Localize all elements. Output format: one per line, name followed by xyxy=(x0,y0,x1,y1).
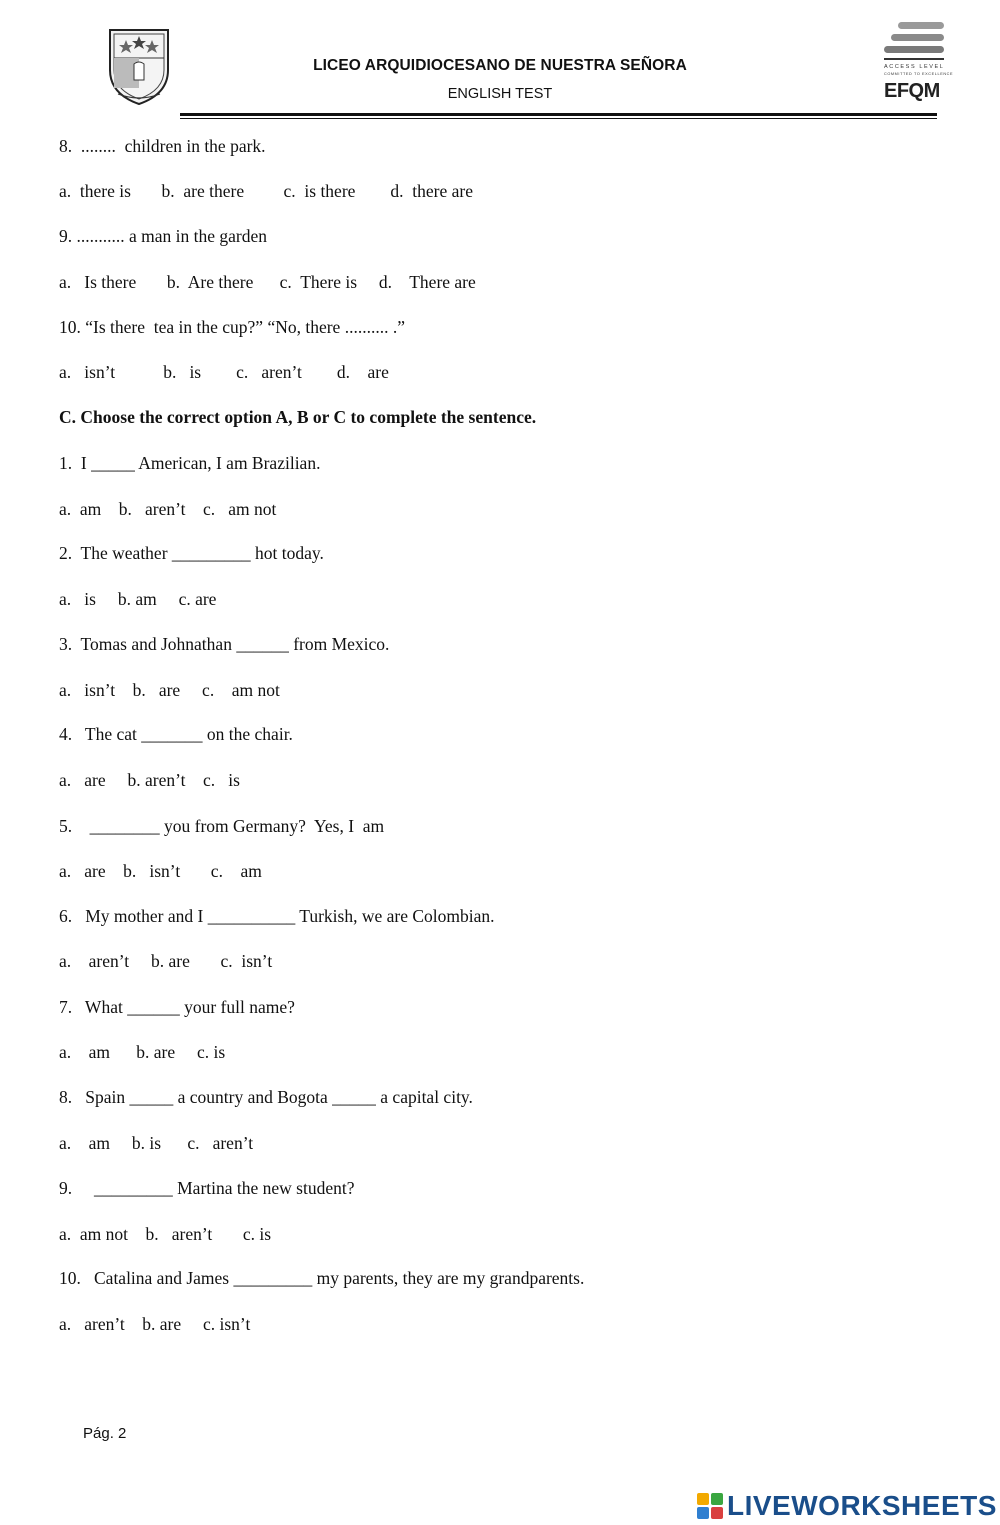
options-c5: a. are b. isn’t c. am xyxy=(59,861,262,881)
page-number: Pág. 2 xyxy=(83,1425,127,1442)
liveworksheets-logo-icon xyxy=(697,1493,723,1519)
efqm-brand-text: EFQM xyxy=(884,80,940,102)
question-c10: 10. Catalina and James _________ my parents, they are my grandparents. xyxy=(59,1268,585,1288)
question-c1: 1. I _____ American, I am Brazilian. xyxy=(59,453,321,473)
school-crest-logo xyxy=(104,24,174,106)
header-rule-thick xyxy=(180,113,937,116)
question-c9: 9. _________ Martina the new student? xyxy=(59,1178,355,1198)
options-c8: a. am b. is c. aren’t xyxy=(59,1133,254,1153)
section-c-instruction: C. Choose the correct option A, B or C to complete the sentence. xyxy=(59,407,537,427)
test-subtitle: ENGLISH TEST xyxy=(447,86,553,102)
options-c7: a. am b. are c. is xyxy=(59,1042,226,1062)
question-8-there: 8. ........ children in the park. xyxy=(59,136,266,156)
question-c7: 7. What ______ your full name? xyxy=(59,997,295,1017)
question-c6: 6. My mother and I __________ Turkish, we are Colombian. xyxy=(59,906,495,926)
school-name-title: LICEO ARQUIDIOCESANO DE NUESTRA SEÑORA xyxy=(313,57,687,74)
question-10-there: 10. “Is there tea in the cup?” “No, there .......... .” xyxy=(59,317,405,337)
options-c1: a. am b. aren’t c. am not xyxy=(59,499,277,519)
question-c5: 5. ________ you from Germany? Yes, I am xyxy=(59,816,385,836)
options-c6: a. aren’t b. are c. isn’t xyxy=(59,951,273,971)
options-10-there: a. isn’t b. is c. aren’t d. are xyxy=(59,362,389,382)
header-rule-thin xyxy=(180,118,937,119)
question-c4: 4. The cat _______ on the chair. xyxy=(59,724,293,744)
liveworksheets-branding[interactable] xyxy=(697,1489,997,1523)
efqm-tagline: COMMITTED TO EXCELLENCE xyxy=(884,72,954,76)
options-c3: a. isn’t b. are c. am not xyxy=(59,680,280,700)
liveworksheets-brand-text: LIVEWORKSHEETS xyxy=(727,1490,997,1521)
question-c2: 2. The weather _________ hot today. xyxy=(59,543,324,563)
options-c4: a. are b. aren’t c. is xyxy=(59,770,240,790)
options-8-there: a. there is b. are there c. is there d. there are xyxy=(59,181,474,201)
options-9-there: a. Is there b. Are there c. There is d. There are xyxy=(59,272,476,292)
question-9-there: 9. ........... a man in the garden xyxy=(59,226,268,246)
options-c10: a. aren’t b. are c. isn’t xyxy=(59,1314,251,1334)
options-c2: a. is b. am c. are xyxy=(59,589,217,609)
efqm-access-level: ACCESS LEVEL xyxy=(884,64,945,70)
options-c9: a. am not b. aren’t c. is xyxy=(59,1224,272,1244)
question-c3: 3. Tomas and Johnathan ______ from Mexico. xyxy=(59,634,390,654)
question-c8: 8. Spain _____ a country and Bogota _____ a capital city. xyxy=(59,1087,473,1107)
